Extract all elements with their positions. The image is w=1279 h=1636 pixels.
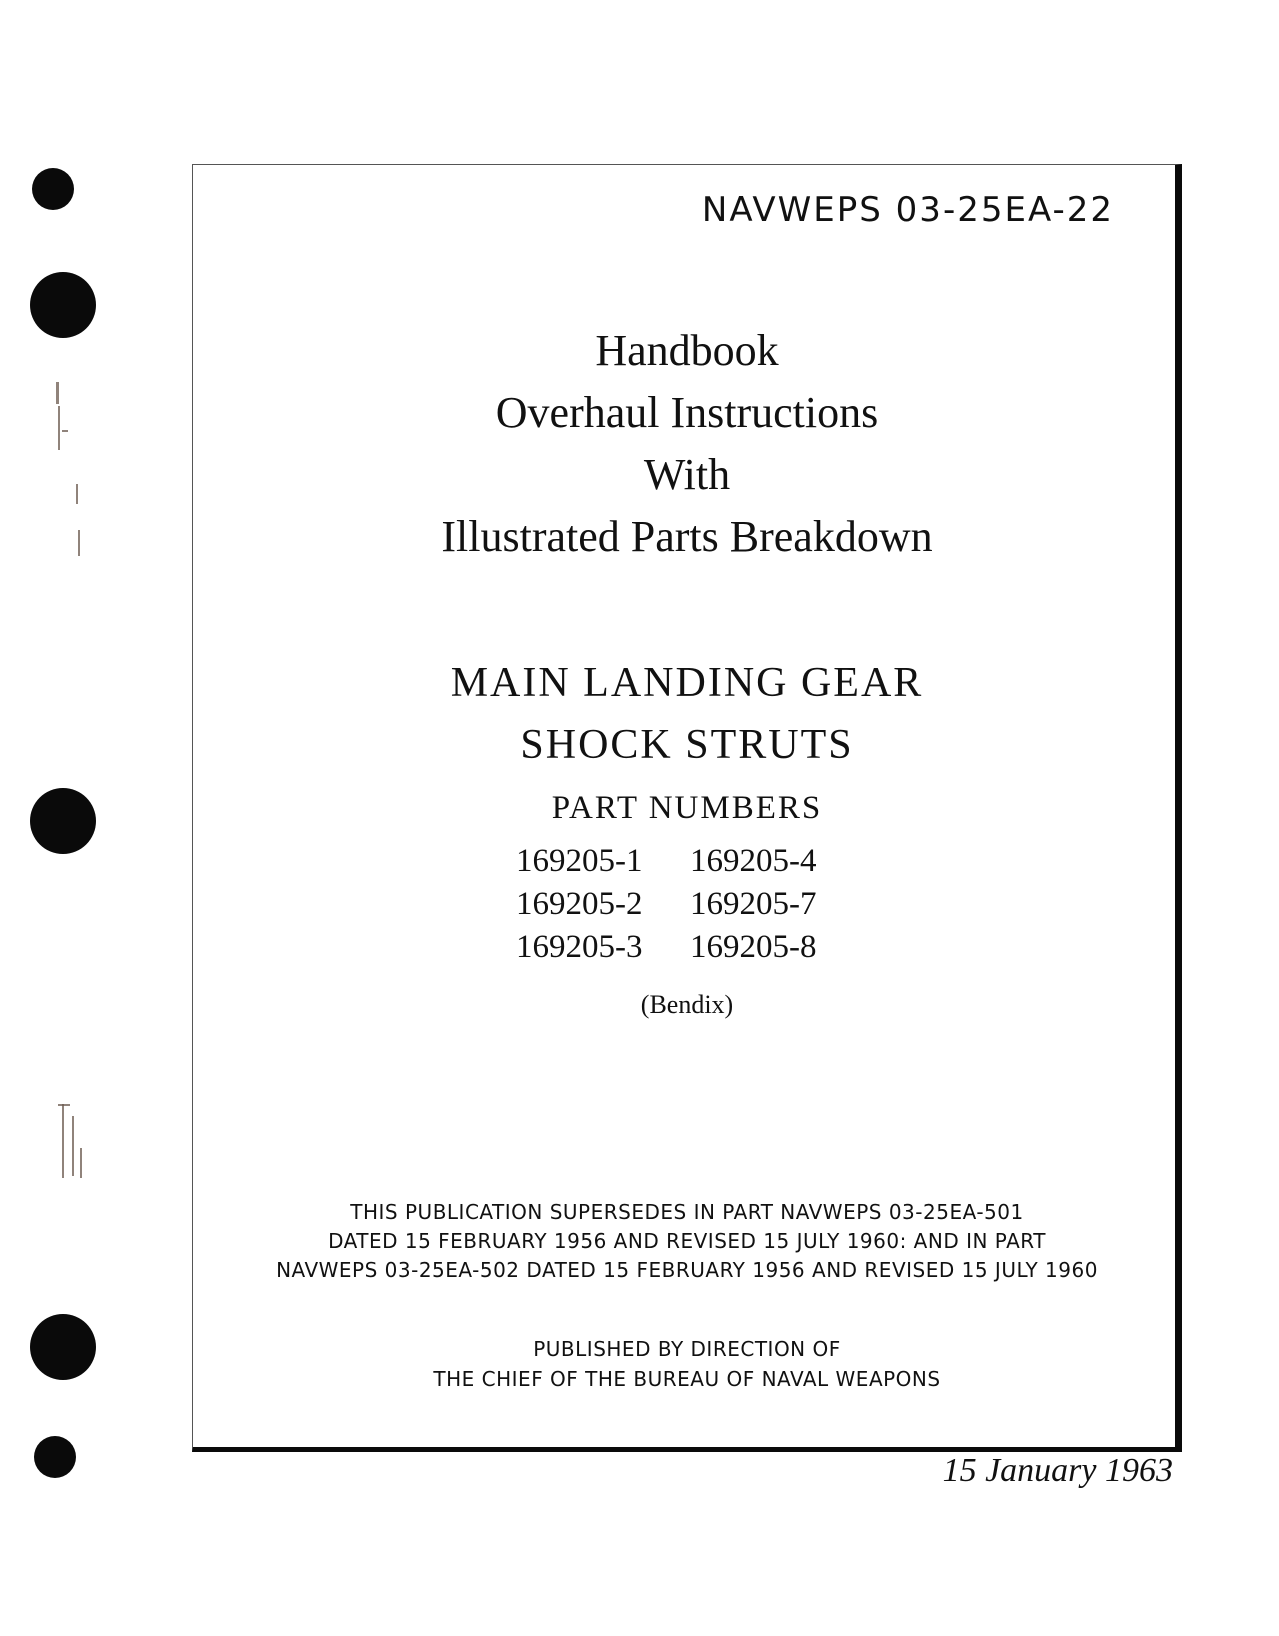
title-line: Handbook <box>595 326 779 375</box>
binding-mark <box>58 406 60 450</box>
supersedes-line: DATED 15 FEBRUARY 1956 AND REVISED 15 JULY 1960: AND IN PART <box>328 1229 1046 1253</box>
title-line: Overhaul Instructions <box>495 388 879 437</box>
part-number: 169205-3 <box>516 929 643 965</box>
binding-mark <box>58 1104 70 1106</box>
authority-line: THE CHIEF OF THE BUREAU OF NAVAL WEAPONS <box>433 1367 941 1391</box>
subject-line: MAIN LANDING GEAR <box>450 660 924 706</box>
document-number: NAVWEPS 03-25EA-22 <box>701 190 1114 230</box>
part-numbers-heading: PART NUMBERS <box>551 790 823 826</box>
authority-notice <box>192 1334 1182 1394</box>
binder-hole <box>32 168 74 210</box>
binding-mark <box>78 530 80 556</box>
title-block <box>192 320 1182 568</box>
binder-hole <box>30 272 96 338</box>
binder-hole <box>30 1314 96 1380</box>
binding-mark <box>62 1104 64 1178</box>
part-number: 169205-4 <box>690 843 817 879</box>
title-line: With <box>643 450 731 499</box>
binding-mark <box>62 430 68 432</box>
publication-date: 15 January 1963 <box>942 1452 1173 1489</box>
part-numbers-list <box>516 840 856 968</box>
authority-line: PUBLISHED BY DIRECTION OF <box>533 1337 841 1361</box>
subject-block <box>192 652 1182 776</box>
binder-hole <box>34 1436 76 1478</box>
binder-hole <box>30 788 96 854</box>
supersedes-notice <box>192 1198 1182 1285</box>
supersedes-line: NAVWEPS 03-25EA-502 DATED 15 FEBRUARY 1956 AND REVISED 15 JULY 1960 <box>276 1258 1098 1282</box>
binding-mark <box>72 1116 74 1176</box>
binding-mark <box>56 382 59 404</box>
supersedes-line: THIS PUBLICATION SUPERSEDES IN PART NAVWEPS 03-25EA-501 <box>350 1200 1024 1224</box>
binding-mark <box>76 484 78 504</box>
part-number: 169205-1 <box>516 843 643 879</box>
title-line: Illustrated Parts Breakdown <box>441 512 933 561</box>
part-numbers-heading-block <box>192 790 1182 827</box>
binding-mark <box>80 1148 82 1178</box>
part-number: 169205-8 <box>690 929 817 965</box>
subject-line: SHOCK STRUTS <box>520 722 854 768</box>
part-number: 169205-7 <box>690 886 817 922</box>
part-number: 169205-2 <box>516 886 643 922</box>
manufacturer: (Bendix) <box>640 990 734 1019</box>
